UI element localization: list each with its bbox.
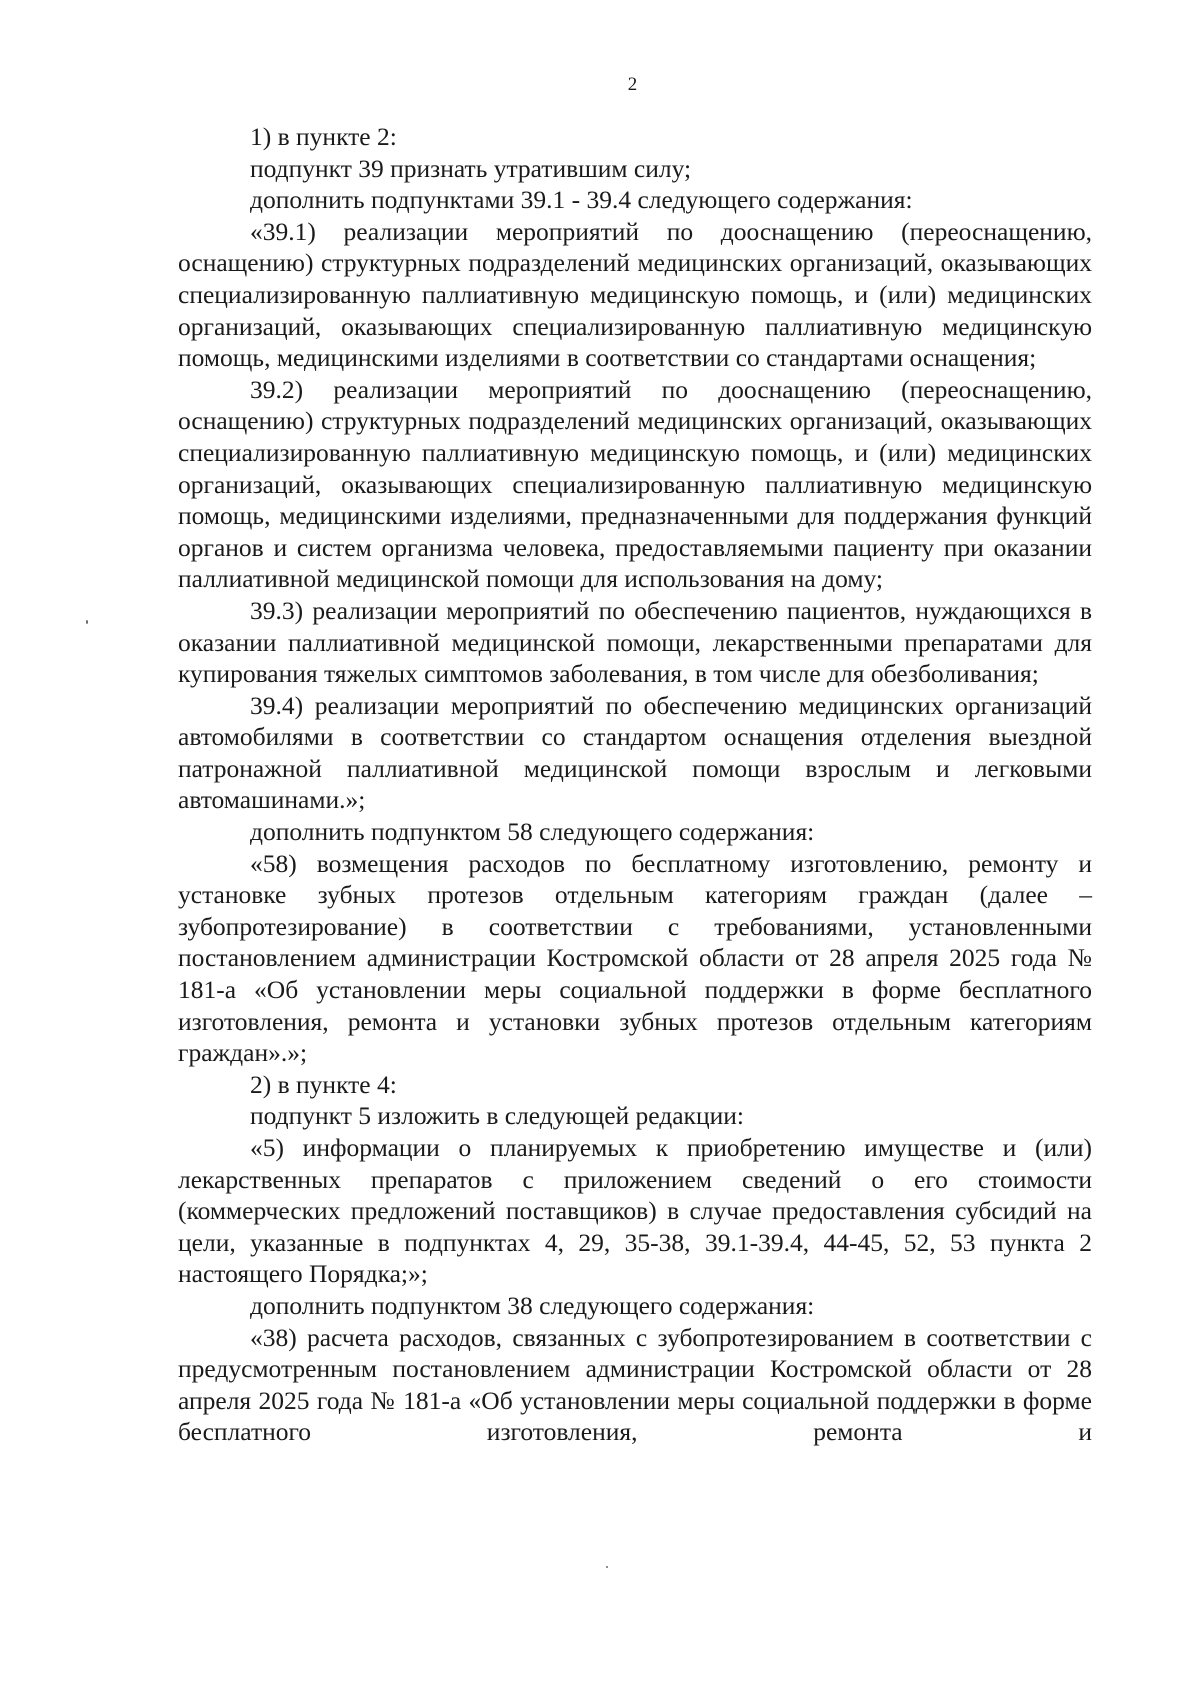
scan-speck — [86, 620, 88, 624]
paragraph-add-58-intro: дополнить подпунктом 58 следующего содержания: — [250, 817, 815, 847]
paragraph-38: «38) расчета расходов, связанных с зубопротезированием в соответствии с предусмотренным постановлением администрации Костромской области от 28 апреля 2025 года № 181-а «Об установлении меры социальной поддержки в форме бесплатного изготовления, ремонта и — [178, 1322, 1092, 1447]
scan-speck — [606, 1566, 608, 1568]
paragraph-item-1-header: 1) в пункте 2: — [250, 122, 397, 151]
paragraph-add-38-intro: дополнить подпунктом 38 следующего содержания: — [250, 1290, 815, 1320]
paragraph-5: «5) информации о планируемых к приобретению имуществе и (или) лекарственных препаратов с приложением сведений о его стоимости (коммерческих предложений поставщиков) в случае предоставления субсидий на цели, указанные в подпунктах 4, 29, 35-38, 39.1-39.4, 44-45, 52, 53 пункта 2 настоящего Порядка;»; — [178, 1133, 1092, 1289]
paragraph-5-intro: подпункт 5 изложить в следующей редакции: — [250, 1101, 744, 1131]
paragraph-39-4: 39.4) реализации мероприятий по обеспечению медицинских организаций автомобилями в соответствии со стандартом оснащения отделения выездной патронажной паллиативной медицинской помощи взрослым и легковыми автомашинами.»; — [178, 690, 1092, 815]
paragraph-add-39-intro: дополнить подпунктами 39.1 - 39.4 следующего содержания: — [250, 185, 913, 215]
paragraph-repeal-39: подпункт 39 признать утратившим силу; — [250, 153, 692, 183]
paragraph-58: «58) возмещения расходов по бесплатному изготовлению, ремонту и установке зубных протезов отдельным категориям граждан (далее – зубопротезирование) в соответствии с требованиями, установленными постановлением администрации Костромской области от 28 апреля 2025 года № 181-а «Об установлении меры социальной поддержки в форме бесплатного изготовления, ремонта и установки зубных протезов отдельным категориям граждан».»; — [178, 848, 1092, 1068]
document-body — [178, 121, 1092, 1448]
page-number: 2 — [627, 74, 638, 95]
paragraph-39-1: «39.1) реализации мероприятий по дооснащению (переоснащению, оснащению) структурных подразделений медицинских организаций, оказывающих специализированную паллиативную медицинскую помощь, и (или) медицинских организаций, оказывающих специализированную паллиативную медицинскую помощь, медицинскими изделиями в соответствии со стандартами оснащения; — [178, 216, 1092, 373]
paragraph-39-3: 39.3) реализации мероприятий по обеспечению пациентов, нуждающихся в оказании паллиативной медицинской помощи, лекарственными препаратами для купирования тяжелых симптомов заболевания, в том числе для обезболивания; — [178, 595, 1092, 689]
paragraph-item-2-header: 2) в пункте 4: — [250, 1069, 397, 1099]
paragraph-39-2: 39.2) реализации мероприятий по дооснащению (переоснащению, оснащению) структурных подразделений медицинских организаций, оказывающих специализированную паллиативную медицинскую помощь, и (или) медицинских организаций, оказывающих специализированную паллиативную медицинскую помощь, медицинскими изделиями, предназначенными для поддержания функций органов и систем организма человека, предоставляемыми пациенту при оказании паллиативной медицинской помощи для использования на дому; — [178, 374, 1092, 594]
